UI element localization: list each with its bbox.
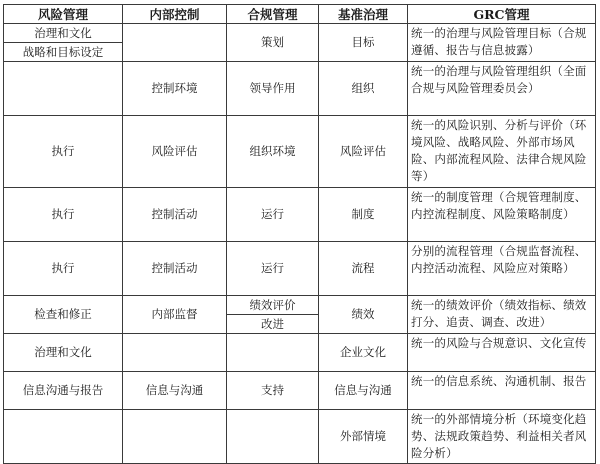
risk-cell-part: 治理和文化 xyxy=(34,25,92,40)
grc-cell: 分别的流程管理（合规监督流程、内控活动流程、风险应对策略） xyxy=(408,242,596,296)
benchmark-cell: 组织 xyxy=(319,62,408,116)
risk-cell: 信息沟通与报告 xyxy=(4,372,123,410)
risk-cell: 治理和文化 xyxy=(4,334,123,372)
table-row xyxy=(4,188,596,242)
grc-cell: 统一的治理与风险管理组织（全面合规与风险管理委员会） xyxy=(408,62,596,116)
compliance-cell: 运行 xyxy=(227,242,319,296)
compliance-cell-part: 改进 xyxy=(227,314,318,333)
benchmark-cell: 风险评估 xyxy=(319,116,408,188)
grc-cell: 统一的制度管理（合规管理制度、内控流程制度、风险策略制度） xyxy=(408,188,596,242)
compliance-cell xyxy=(227,296,319,334)
risk-cell: 执行 xyxy=(4,242,123,296)
compliance-cell: 支持 xyxy=(227,372,319,410)
header-compliance-management: 合规管理 xyxy=(227,5,319,24)
header-risk-management: 风险管理 xyxy=(4,5,123,24)
table-row xyxy=(4,372,596,410)
table-row xyxy=(4,62,596,116)
control-cell: 控制环境 xyxy=(123,62,227,116)
control-cell: 控制活动 xyxy=(123,242,227,296)
grc-cell: 统一的风险与合规意识、文化宣传 xyxy=(408,334,596,372)
header-grc-management: GRC管理 xyxy=(408,5,596,24)
control-cell: 控制活动 xyxy=(123,188,227,242)
risk-cell xyxy=(4,410,123,464)
benchmark-cell: 流程 xyxy=(319,242,408,296)
compliance-cell-part: 绩效评价 xyxy=(249,297,296,312)
benchmark-cell: 绩效 xyxy=(319,296,408,334)
grc-cell: 统一的外部情境分析（环境变化趋势、法规政策趋势、利益相关者风险分析） xyxy=(408,410,596,464)
table-row xyxy=(4,242,596,296)
grc-cell: 统一的绩效评价（绩效指标、绩效打分、追责、调查、改进） xyxy=(408,296,596,334)
risk-cell xyxy=(4,24,123,62)
table-row xyxy=(4,24,596,62)
header-benchmark-governance: 基准治理 xyxy=(319,5,408,24)
risk-cell-part: 战略和目标设定 xyxy=(4,42,122,61)
grc-cell: 统一的信息系统、沟通机制、报告 xyxy=(408,372,596,410)
grc-comparison-table xyxy=(3,4,596,464)
control-cell xyxy=(123,410,227,464)
header-row xyxy=(4,5,596,24)
benchmark-cell: 目标 xyxy=(319,24,408,62)
benchmark-cell: 信息与沟通 xyxy=(319,372,408,410)
compliance-cell: 策划 xyxy=(227,24,319,62)
compliance-cell: 组织环境 xyxy=(227,116,319,188)
control-cell xyxy=(123,24,227,62)
header-internal-control: 内部控制 xyxy=(123,5,227,24)
table-row xyxy=(4,296,596,334)
grc-cell: 统一的治理与风险管理目标（合规遵循、报告与信息披露） xyxy=(408,24,596,62)
compliance-cell xyxy=(227,334,319,372)
control-cell: 内部监督 xyxy=(123,296,227,334)
control-cell: 风险评估 xyxy=(123,116,227,188)
risk-cell: 执行 xyxy=(4,188,123,242)
risk-cell xyxy=(4,62,123,116)
risk-cell: 检查和修正 xyxy=(4,296,123,334)
benchmark-cell: 企业文化 xyxy=(319,334,408,372)
compliance-cell: 领导作用 xyxy=(227,62,319,116)
benchmark-cell: 外部情境 xyxy=(319,410,408,464)
compliance-cell: 运行 xyxy=(227,188,319,242)
table-row xyxy=(4,334,596,372)
compliance-cell xyxy=(227,410,319,464)
benchmark-cell: 制度 xyxy=(319,188,408,242)
table-row xyxy=(4,410,596,464)
grc-cell: 统一的风险识别、分析与评价（环境风险、战略风险、外部市场风险、内部流程风险、法律合规风险等） xyxy=(408,116,596,188)
control-cell xyxy=(123,334,227,372)
table-row xyxy=(4,116,596,188)
control-cell: 信息与沟通 xyxy=(123,372,227,410)
risk-cell: 执行 xyxy=(4,116,123,188)
